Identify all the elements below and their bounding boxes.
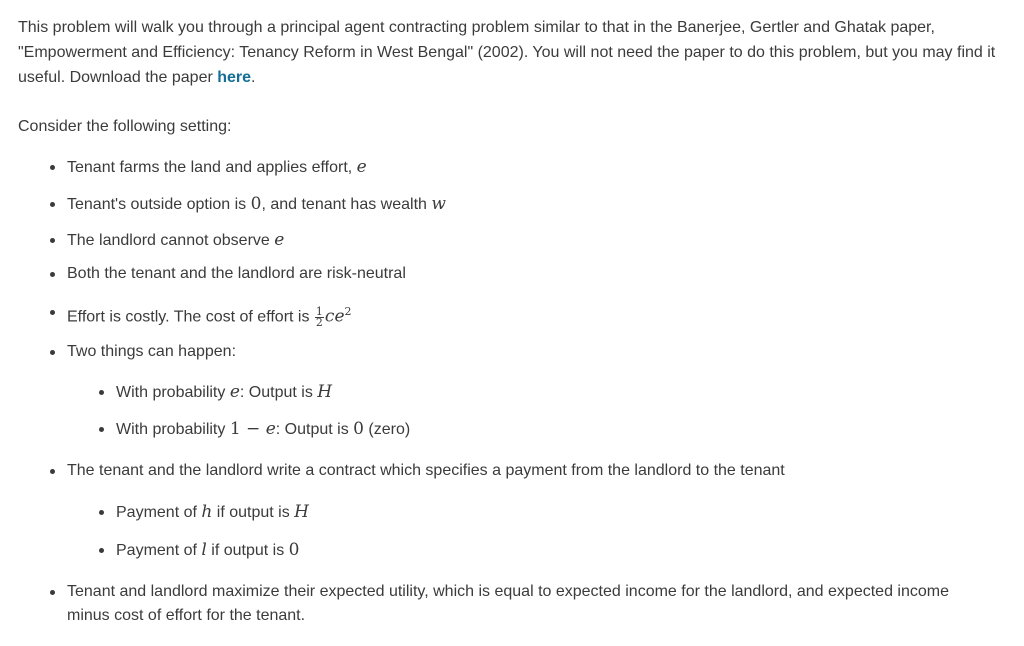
list-item-outcome-high: With probability e: Output is H	[116, 380, 332, 405]
list-item-outside-option: Tenant's outside option is 0, and tenant has wealth w	[67, 192, 446, 217]
list-item-payment-low: Payment of l if output is 0	[116, 538, 299, 563]
intro-period: .	[251, 69, 256, 86]
list-item-risk-neutral: Both the tenant and the landlord are risk-neutral	[67, 262, 406, 286]
download-paper-link[interactable]: here	[217, 69, 252, 86]
setting-heading: Consider the following setting:	[18, 118, 232, 135]
list-item-contract: The tenant and the landlord write a contract which specifies a payment from the landlord to the tenant	[67, 459, 785, 483]
list-item-effort: Tenant farms the land and applies effort, e	[67, 155, 367, 180]
math-effort-var: e	[356, 157, 367, 177]
list-item-maximize-utility: Tenant and landlord maximize their expected utility, which is equal to expected income for the landlord, and expected income minus cost of effort for the tenant.	[67, 580, 987, 628]
fraction-half: $\frac{1}{2}$	[315, 304, 323, 329]
list-item-unobservable: The landlord cannot observe e	[67, 228, 284, 253]
list-item-outcome-zero: With probability 1 − e: Output is 0 (zero)	[116, 417, 410, 442]
list-item-two-outcomes: Two things can happen:	[67, 340, 236, 364]
intro-paragraph	[18, 15, 998, 90]
list-item-payment-high: Payment of h if output is H	[116, 500, 309, 525]
intro-text: This problem will walk you through a principal agent contracting problem similar to that in the Banerjee, Gertler and Ghatak paper, "Empowerment and Efficiency: Tenancy Reform in West Bengal" (2002). You will not need the paper to do this problem, but you may find it useful. Download the paper	[18, 19, 996, 86]
list-item-effort-cost: Effort is costly. The cost of effort is $\frac{1}{2}$ $ce^2$	[67, 300, 352, 329]
